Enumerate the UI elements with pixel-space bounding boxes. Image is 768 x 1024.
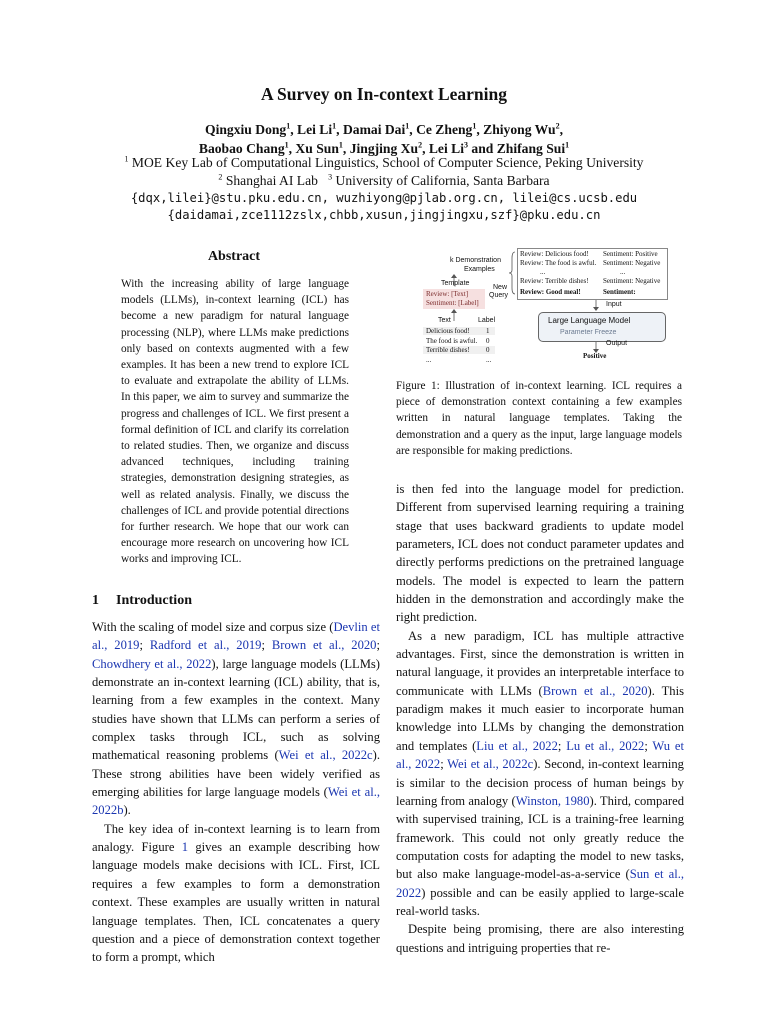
body-text: ), large language models (LLMs) demonstrate an in-context learning (ICL) ability, that is, learning from a few examples in the context. Many studies have shown that LLMs can perform a series of complex tasks through ICL, such as solving mathematical reasoning problems ( <box>92 656 380 763</box>
body-text: ; <box>440 757 448 772</box>
examples-label: Examples <box>464 266 495 273</box>
author-affiliation-mark: 1 <box>284 140 289 150</box>
demo-sentiment: Sentiment: Positive <box>603 250 658 258</box>
table-cell-label: 1 <box>486 327 490 335</box>
citation-link[interactable]: 1 <box>181 840 189 855</box>
author-name: Baobao Chang <box>198 141 285 156</box>
table-cell-text: Terrible dishes! <box>426 346 470 354</box>
author-affiliation-mark: 3 <box>463 140 468 150</box>
author-name: Lei Li <box>297 122 333 137</box>
citation-link[interactable]: Brown et al., 2020 <box>271 638 377 653</box>
table-cell-label: 0 <box>486 336 490 345</box>
right-paragraph-1 <box>396 480 684 627</box>
new-label: New <box>493 284 508 291</box>
author-line-2: Baobao Chang$^1$, Xu Sun$^1$, Jingjing Xu$^2$, Lei Li$^3$ and Zhifang Sui$^1$ <box>198 140 570 156</box>
citation-link[interactable]: Liu et al., 2022 <box>476 738 558 753</box>
citation-link[interactable]: Radford et al., 2019 <box>149 638 262 653</box>
body-text: is then fed into the language model for prediction. Different from supervised learning requiring a training stage that uses backward gradients to update model parameters, ICL does not conduct parameter updates and directly performs predictions on the pretrained language models. The model is expected to learn the pattern hidden in the demonstration and accordingly make the right prediction. <box>396 482 684 625</box>
table-cell-label: 0 <box>486 346 490 354</box>
template-label: Template <box>441 280 470 287</box>
email-line-2: {daidamai,zce1112zslx,chbb,xusun,jingjingxu,szf}@pku.edu.cn <box>167 208 601 222</box>
demo-sentiment: Sentiment: Negative <box>603 259 661 267</box>
right-column-body <box>396 480 684 957</box>
positive-output: Positive <box>583 352 607 360</box>
citation-link[interactable]: Wei et al., 2022c <box>278 748 373 763</box>
input-label: Input <box>606 301 622 308</box>
left-column-body <box>92 618 380 967</box>
demo-review: ... <box>540 268 546 276</box>
author-name: Zhiyong Wu <box>483 122 556 137</box>
body-text: ; <box>376 638 380 653</box>
body-text: With the scaling of model size and corpus size ( <box>92 620 334 634</box>
author-name: Damai Dai <box>342 122 406 137</box>
figure-1-caption: Figure 1: Illustration of in-context learning. ICL requires a piece of demonstration context containing a few examples written in natural language templates. Taking the demonstration and a query as the input, large language models are responsible for making predictions. <box>396 380 682 457</box>
author-name: Zhifang Sui <box>496 141 566 156</box>
abstract-heading: Abstract <box>207 249 261 264</box>
table-cell-text: ... <box>426 355 432 364</box>
author-affiliation-mark: 1 <box>332 121 337 131</box>
query-review: Review: Good meal! <box>520 288 581 296</box>
author-line-1: Qingxiu Dong$^1$, Lei Li$^1$, Damai Dai$^1$, Ce Zheng$^1$, Zhiyong Wu$^2$, <box>205 121 563 137</box>
demo-sentiment: ... <box>620 268 626 276</box>
author-affiliation-mark: 2 <box>555 121 560 131</box>
template-review: Review: [Text] <box>426 290 469 298</box>
section-heading-introduction: 1 Introduction <box>92 593 192 608</box>
text-column-header: Text <box>438 317 451 324</box>
body-text: ; <box>557 738 567 753</box>
llm-label: Large Language Model <box>548 316 631 325</box>
body-text: gives an example describing how language models make decisions with ICL. First, ICL requires a few examples to form a demonstration context. These examples are usually written in natural language templates. Then, ICL concatenates a query question and a piece of demonstration context together to form a prompt, which <box>92 840 380 965</box>
author-name: Xu Sun <box>295 141 339 156</box>
intro-paragraph-2 <box>92 820 380 967</box>
body-text: ) possible and can be easily applied to large-scale real-world tasks. <box>396 885 684 918</box>
body-text: The key idea of in-context learning is to learn from analogy. Figure <box>92 821 380 855</box>
demo-review: Review: Terrible dishes! <box>520 277 589 285</box>
demo-review: Review: Delicious food! <box>520 250 589 258</box>
author-affiliation-mark: 2 <box>418 140 423 150</box>
affiliation-1: $^1$ MOE Key Lab of Computational Linguistics, School of Computer Science, Peking University <box>124 154 644 170</box>
author-affiliation-mark: 1 <box>405 121 410 131</box>
citation-link[interactable]: Wu et al., 2022 <box>396 738 685 772</box>
affiliation-2-3: $^2$ Shanghai AI Lab $^3$ University of California, Santa Barbara <box>218 172 550 188</box>
author-affiliation-mark: 1 <box>338 140 343 150</box>
body-text: ). <box>123 803 131 818</box>
citation-link[interactable]: Devlin et al., 2019 <box>92 620 380 653</box>
citation-link[interactable]: Wei et al., 2022c <box>447 757 534 772</box>
figure-1-diagram <box>420 248 670 364</box>
demo-sentiment: Sentiment: Negative <box>603 277 661 285</box>
parameter-freeze-label: Parameter Freeze <box>560 329 617 336</box>
citation-link[interactable]: Winston, 1980 <box>515 793 590 808</box>
right-paragraph-3 <box>396 920 684 957</box>
citation-link[interactable]: Lu et al., 2022 <box>566 738 645 753</box>
paper-title: A Survey on In-context Learning <box>261 84 507 104</box>
citation-link[interactable]: Brown et al., 2020 <box>542 683 648 698</box>
body-text: ). Third, compared with supervised training, ICL is a training-free learning framework. This could not only greatly reduce the computation costs for adapting the model to new tasks, but also make language-model-as-a-service ( <box>396 793 685 882</box>
author-affiliation-mark: 1 <box>286 121 291 131</box>
author-affiliation-mark: 1 <box>472 121 477 131</box>
abstract-body: With the increasing ability of large language models (LLMs), in-context learning (ICL) has become a new paradigm for natural language processing (NLP), where LLMs make predictions only based on contexts augmented with a few examples. It has been a new trend to explore ICL to evaluate and extrapolate the ability of LLMs. In this paper, we aim to survey and summarize the progress and challenges of ICL. We first present a formal definition of ICL and clarify its correlation to related studies. Then, we organize and discuss advanced techniques, including training strategies, demonstration designing strategies, as well as related analysis. Finally, we discuss the challenges of ICL and provide potential directions for further research. We hope that our work can encourage more research on uncovering how ICL works and improving ICL. <box>121 278 349 566</box>
output-label: Output <box>606 340 628 347</box>
email-line-1: {dqx,lilei}@stu.pku.edu.cn, wuzhiyong@pjlab.org.cn, lilei@cs.ucsb.edu <box>130 191 638 205</box>
body-text: As a new paradigm, ICL has multiple attractive advantages. First, since the demonstration is written in natural language, it provides an interpretable interface to communicate with LLMs ( <box>396 628 684 698</box>
label-column-header: Label <box>478 317 496 324</box>
author-name: Qingxiu Dong <box>205 122 287 137</box>
body-text: ; <box>139 638 150 653</box>
table-row <box>423 355 495 364</box>
table-cell-label: ... <box>486 355 492 364</box>
right-paragraph-2 <box>396 627 684 921</box>
body-text: ; <box>261 638 272 653</box>
body-text: Despite being promising, there are also interesting questions and intriguing properties that re- <box>396 922 684 955</box>
body-text: ; <box>644 738 653 753</box>
author-and: and <box>471 141 494 156</box>
table-cell-text: Delicious food! <box>426 327 470 335</box>
demo-review: Review: The food is awful. <box>520 259 597 267</box>
body-text: ). This paradigm makes it much easier to incorporate human knowledge into LLMs by changing the demonstration and templates ( <box>396 683 684 753</box>
citation-link[interactable]: Sun et al., 2022 <box>396 867 684 900</box>
author-name: Ce Zheng <box>416 122 473 137</box>
citation-link[interactable]: Wei et al., 2022b <box>92 785 380 818</box>
author-name: Jingjing Xu <box>349 141 419 156</box>
query-sentiment: Sentiment: <box>603 288 636 296</box>
author-affiliation-mark: 1 <box>565 140 570 150</box>
author-name: Lei Li <box>428 141 464 156</box>
template-sentiment: Sentiment: [Label] <box>426 299 479 307</box>
table-cell-text: The food is awful. <box>426 336 478 345</box>
intro-paragraph-1 <box>92 618 380 820</box>
query-label: Query <box>489 292 509 299</box>
body-text: ). These strong abilities have been widely verified as emerging abilities for large language models ( <box>92 748 380 800</box>
citation-link[interactable]: Chowdhery et al., 2022 <box>92 656 212 671</box>
body-text: ). Second, in-context learning is similar to the decision process of human beings by learning from analogy ( <box>396 757 684 808</box>
k-demonstration-label: k Demonstration <box>450 257 501 264</box>
